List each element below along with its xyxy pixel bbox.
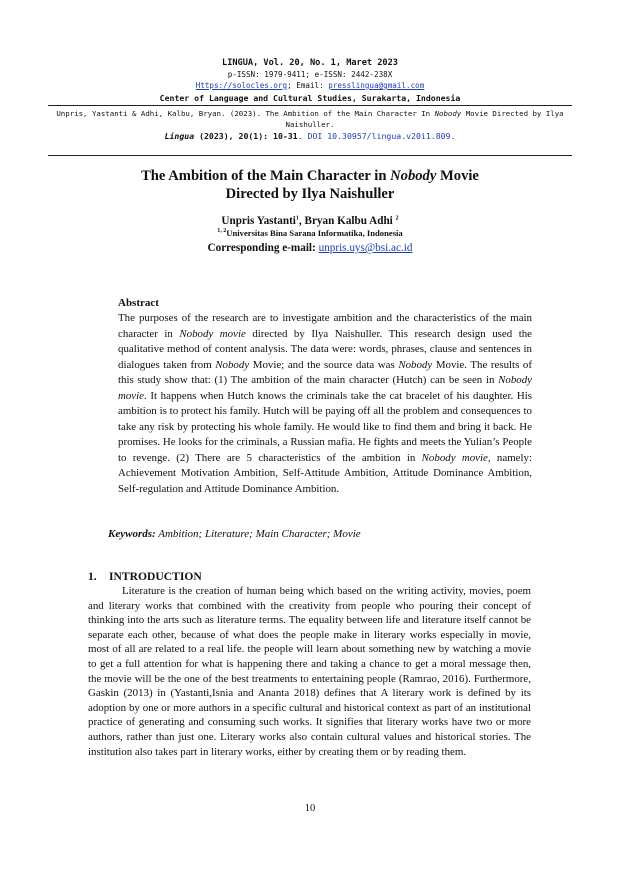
citation xyxy=(40,109,580,130)
abstract-text-1: The purposes of the research are to investigate ambition and the characteristics of the main character in xyxy=(118,312,532,340)
citation-text: Unpris, Yastanti & Adhi, Kalbu, Bryan. (2023). The Ambition of the Main Character In xyxy=(56,109,431,118)
affiliation-sup: 1, 2 xyxy=(217,228,227,235)
abstract-text-5: . It happens when Hutch knows the criminals take the cat bracelet of his daughter. His ambition is to protect his family. Hutch will be paying off all the problem and consequences to take any risk by protecting his whole family. He would like to find them and bring it back. He promises. He looks for the criminals, a Russian mafia. He fights and meets the Yulian’s People to revenge. (2) There are 5 characteristics of the ambition in xyxy=(118,389,532,464)
author-1-sup: 1 xyxy=(295,215,299,222)
author-line xyxy=(60,215,560,228)
journal-issn: p-ISSN: 1979-9411; e-ISSN: 2442-238X xyxy=(227,70,393,79)
journal-email-link[interactable]: presslingua@gmail.com xyxy=(328,81,425,90)
introduction-body: Literature is the creation of human being which based on the writing activity, movies, poem and literary works that combined with the creativity from people who pouring their concept of thinking into the arts such as literature terms. The equality between life and literature itself cannot be separate each other, because of what does the people make in literary works especially in movie, most of all are related to a real life. the people will learn about something new by watching a movie to get a full attention for what is happening there and taking a chance to get a moral message then, the movie will be the one of the best treatments to entertaining people (Ramrao, 2016). Furthermore, Gaskin (2013) in (Yastanti,Isnia and Ananta 2018) defines that A literary work is defined by its adoption by one or more authors in a specific cultural and historical context as part of an institutional practice of generating and consuming such works. It signifies that literary works have two or more authors, rather than just one. Literary works also contain cultural values and historical stories. The institution also takes part in literary works, either by creating them or by reading them. xyxy=(88,585,531,758)
section-title: INTRODUCTION xyxy=(109,570,202,583)
doi-link[interactable]: DOI 10.30957/lingua.v20i1.809. xyxy=(307,131,456,141)
abstract-text-6: , namely: Achievement Motivation Ambition, Self-Attitude Ambition, Attitude Dominance Ambition, Self-regulation and Attitude Dominance Ambition. xyxy=(118,451,532,495)
lingua-name: Lingua xyxy=(164,131,195,141)
email-label: Corresponding e-mail: xyxy=(207,242,319,254)
section-number: 1. xyxy=(88,570,97,583)
affiliation-text: Universitas Bina Sarana Informatika, Indonesia xyxy=(226,228,403,238)
page-number: 10 xyxy=(304,803,316,814)
journal-name: LINGUA, Vol. 20, No. 1, Maret 2023 xyxy=(222,58,398,68)
email-link[interactable]: unpris.uys@bsi.ac.id xyxy=(318,242,413,254)
citation-text-end: Movie Directed by Ilya Naishuller. xyxy=(285,109,564,129)
introduction-heading xyxy=(88,570,202,583)
paper-title xyxy=(60,167,560,203)
citation-italic: Nobody xyxy=(434,109,462,118)
author-2-sup: 2 xyxy=(395,215,399,222)
author-1: Unpris Yastanti xyxy=(221,215,296,227)
header-rule-bottom xyxy=(48,155,572,156)
abstract-italic-1: Nobody movie xyxy=(179,327,246,340)
citation-lingua: Lingua (2023), 20(1): 10-31. DOI 10.30957/lingua.v20i1.809. xyxy=(164,131,456,141)
title-line2: Directed by Ilya Naishuller xyxy=(225,186,395,202)
title-part1: The Ambition of the Main Character in xyxy=(141,168,391,184)
keywords-text: Ambition; Literature; Main Character; Movie xyxy=(155,528,361,540)
abstract-italic-2: Nobody xyxy=(215,358,250,371)
journal-links xyxy=(40,81,580,92)
lingua-volume: (2023), 20(1): 10-31 xyxy=(199,131,298,141)
corresponding-email xyxy=(60,241,560,255)
keywords xyxy=(108,527,568,541)
abstract-heading: Abstract xyxy=(118,297,159,309)
abstract-body xyxy=(118,311,532,497)
author-sep: , Bryan Kalbu Adhi xyxy=(298,215,396,227)
abstract-italic-5: Nobody movie xyxy=(421,451,488,464)
abstract-text-3: Movie; and the source data was xyxy=(249,358,399,371)
abstract-italic-4: Nobody movie xyxy=(118,374,532,402)
abstract-italic-3: Nobody xyxy=(398,358,433,371)
header-rule-top xyxy=(48,105,572,106)
title-italic: Nobody xyxy=(390,168,437,184)
journal-center: Center of Language and Cultural Studies, Surakarta, Indonesia xyxy=(159,93,461,103)
keywords-label: Keywords: xyxy=(108,528,156,540)
title-part2: Movie xyxy=(436,168,479,184)
affiliation xyxy=(60,228,560,239)
journal-url-link[interactable]: Https://solocles.org xyxy=(195,81,288,90)
journal-email-label: ; Email: xyxy=(287,81,324,90)
abstract-text-2: directed by Ilya Naishuller. This research design used the qualitative method of content analysis. The data were: words, phrases, clause and sentences in dialogues taken from xyxy=(118,327,532,371)
abstract-text-4: Movie. The results of this study show that: (1) The ambition of the main character (Hutch) can be seen in xyxy=(118,358,532,386)
